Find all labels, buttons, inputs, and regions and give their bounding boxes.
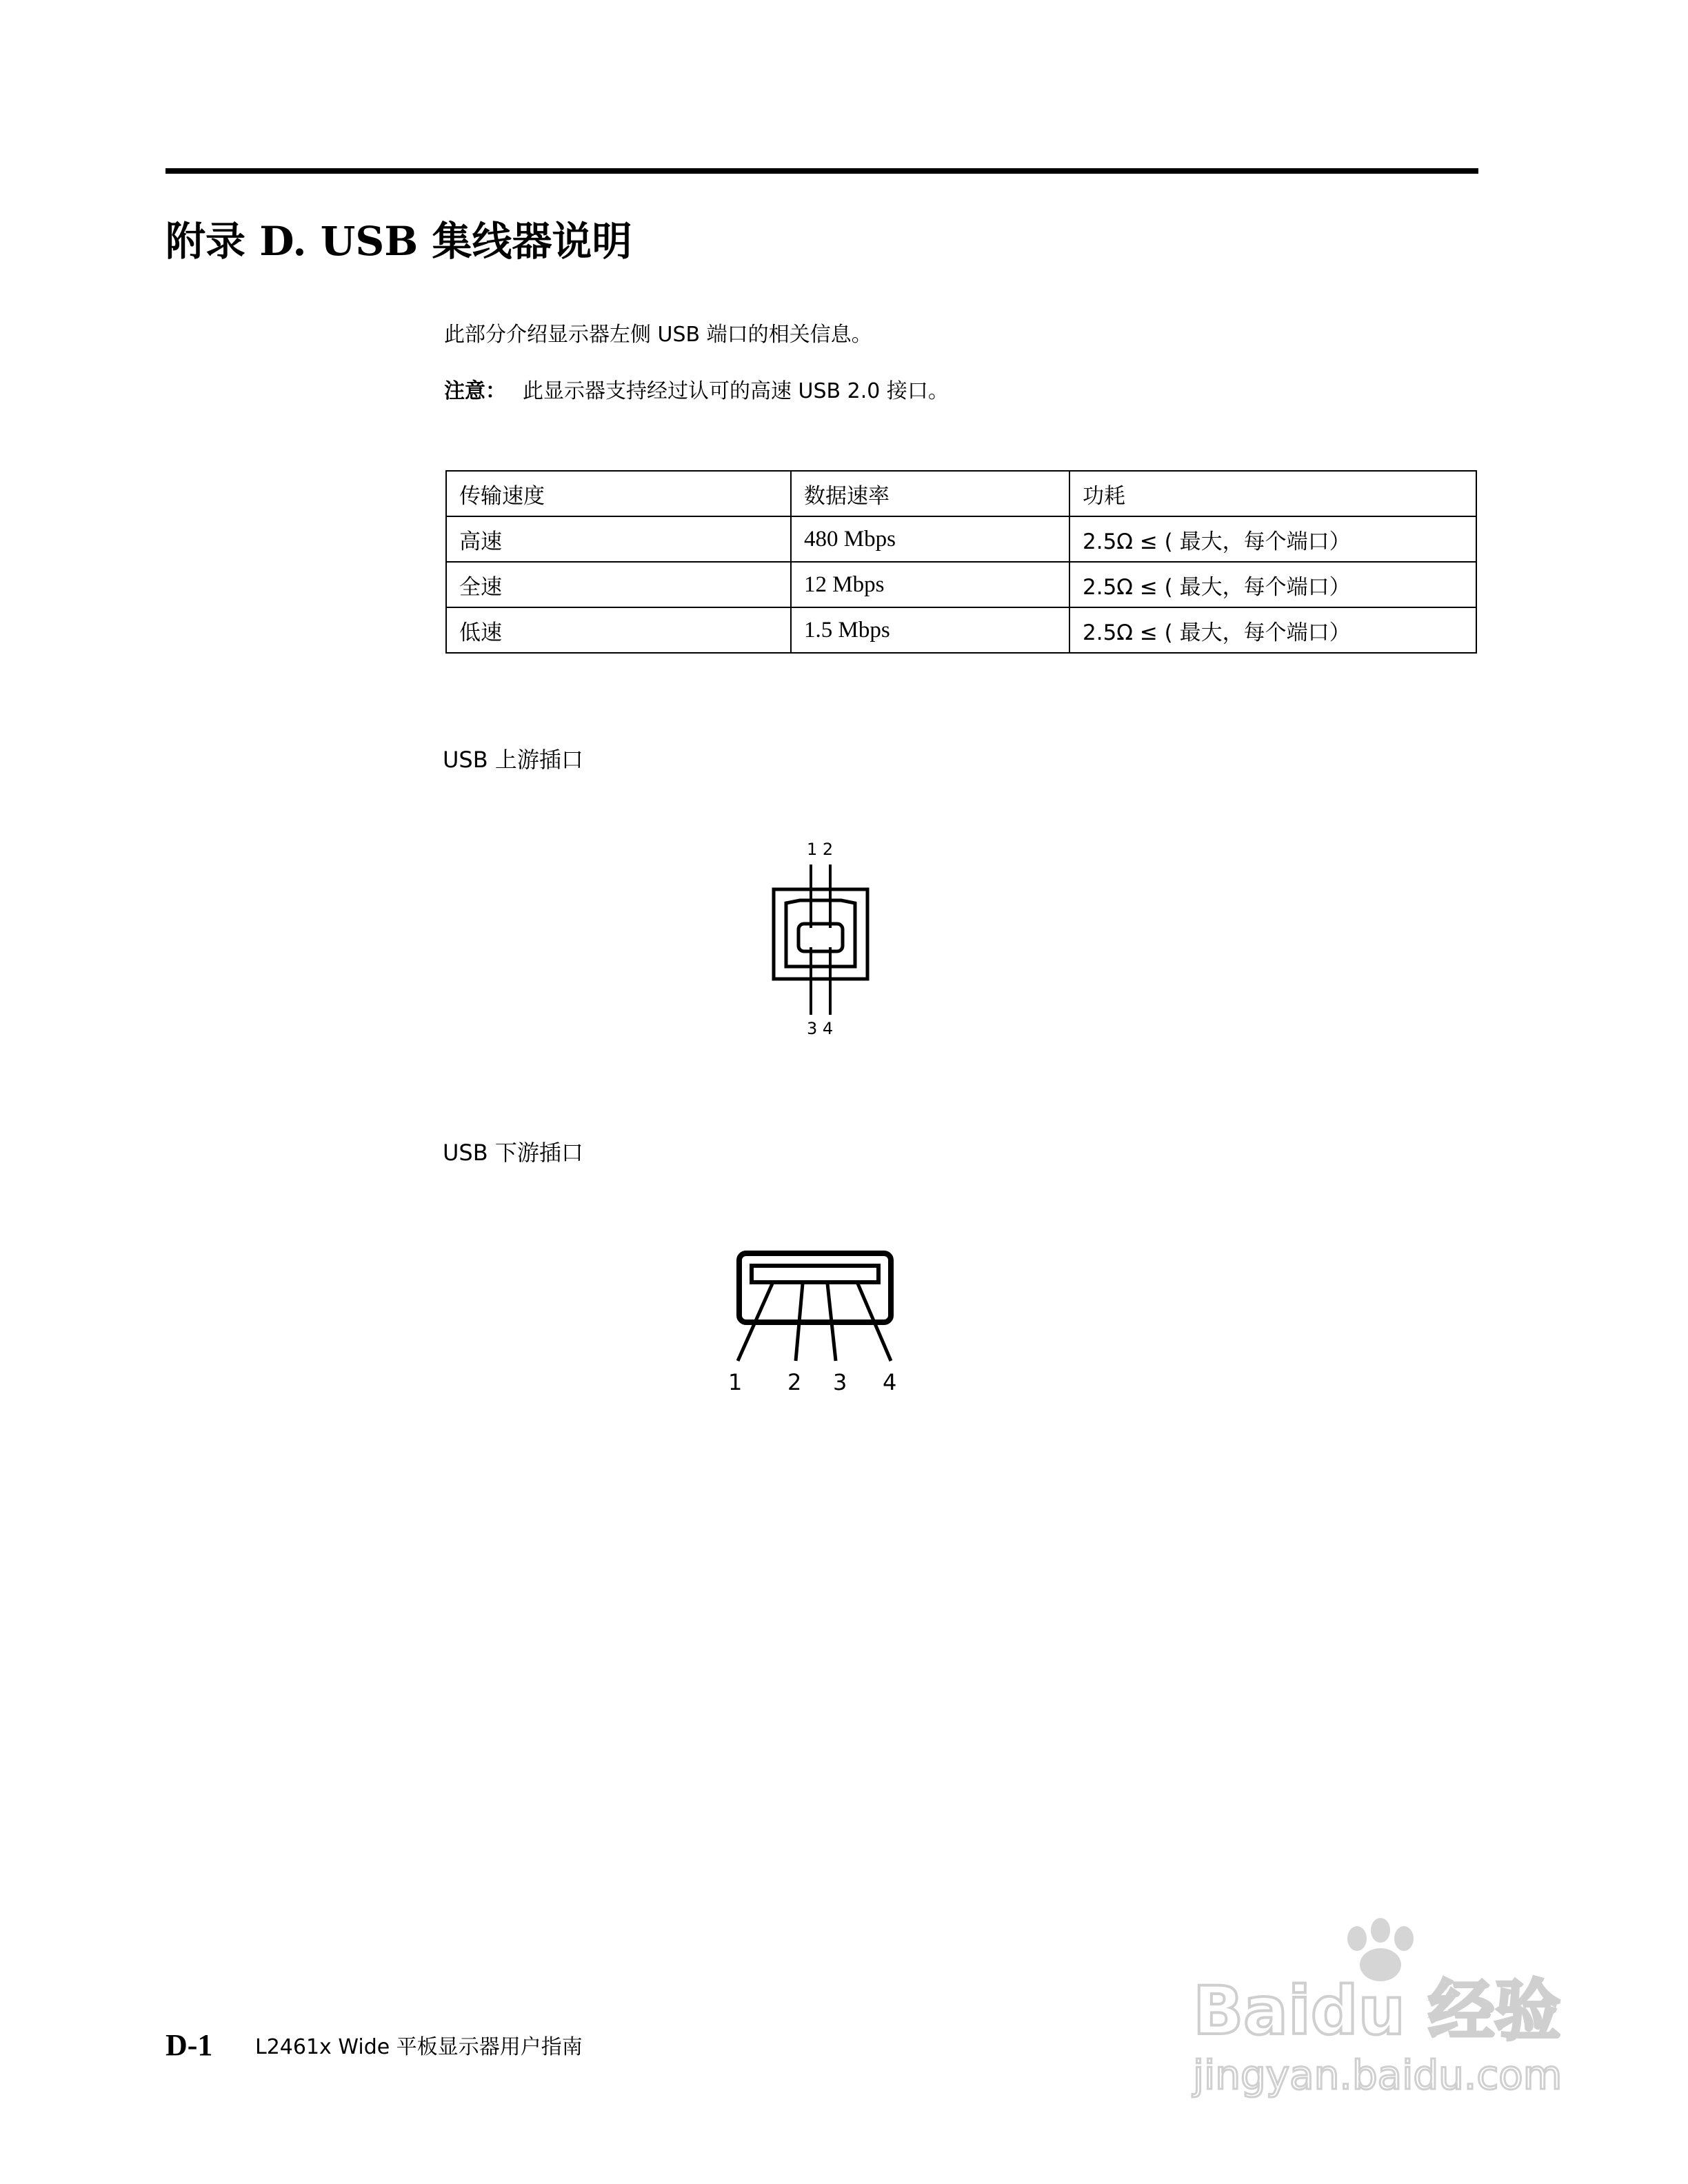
upstream-caption: USB 上游插口 xyxy=(443,747,583,773)
table-cell-rate: 12 Mbps xyxy=(791,562,1069,607)
pin-4-label: 4 xyxy=(883,1369,897,1395)
table-cell-speed: 全速 xyxy=(446,562,791,607)
note-text: 此显示器支持经过认可的高速 USB 2.0 接口。 xyxy=(523,379,949,403)
baidu-jingyan-watermark xyxy=(1172,1903,1586,2110)
downstream-caption: USB 下游插口 xyxy=(443,1140,583,1166)
table-row xyxy=(446,607,1476,653)
table-header-cell: 数据速率 xyxy=(791,471,1069,516)
connector-tongue xyxy=(798,924,843,951)
connector-b-socket xyxy=(786,900,855,967)
pin-1-label: 1 xyxy=(728,1369,743,1395)
footer-doc-title: L2461x Wide 平板显示器用户指南 xyxy=(255,2035,583,2059)
page-number: D-1 xyxy=(165,2028,213,2062)
pin-label-bottom: 3 4 xyxy=(807,1019,834,1038)
connector-a-tongue xyxy=(752,1266,878,1282)
pin-2-label: 2 xyxy=(787,1369,802,1395)
table-row xyxy=(446,516,1476,562)
note-label: 注意： xyxy=(444,379,506,403)
intro-text: 此部分介绍显示器左侧 USB 端口的相关信息。 xyxy=(444,323,872,347)
usb-spec-table xyxy=(445,470,1477,654)
usb-upstream-connector-diagram xyxy=(758,834,883,1041)
table-cell-power: 2.5Ω ≤ ( 最大，每个端口） xyxy=(1069,607,1476,653)
table-header-row xyxy=(446,471,1476,516)
watermark-logo-text: Baidu 经验 xyxy=(1193,1972,1561,2050)
table-header-cell: 功耗 xyxy=(1069,471,1476,516)
watermark-url-text: jingyan.baidu.com xyxy=(1193,2052,1563,2099)
top-rule xyxy=(165,168,1478,174)
usb-downstream-connector-diagram xyxy=(710,1234,910,1399)
pin-3-label: 3 xyxy=(833,1369,847,1395)
table-cell-speed: 高速 xyxy=(446,516,791,562)
table-row xyxy=(446,562,1476,607)
table-cell-power: 2.5Ω ≤ ( 最大，每个端口） xyxy=(1069,562,1476,607)
table-cell-rate: 1.5 Mbps xyxy=(791,607,1069,653)
page-title: 附录 D. USB 集线器说明 xyxy=(165,218,632,265)
table-cell-speed: 低速 xyxy=(446,607,791,653)
pin-label-top: 1 2 xyxy=(807,840,834,859)
table-header-cell: 传输速度 xyxy=(446,471,791,516)
note xyxy=(444,376,949,407)
table-cell-power: 2.5Ω ≤ ( 最大，每个端口） xyxy=(1069,516,1476,562)
table-cell-rate: 480 Mbps xyxy=(791,516,1069,562)
